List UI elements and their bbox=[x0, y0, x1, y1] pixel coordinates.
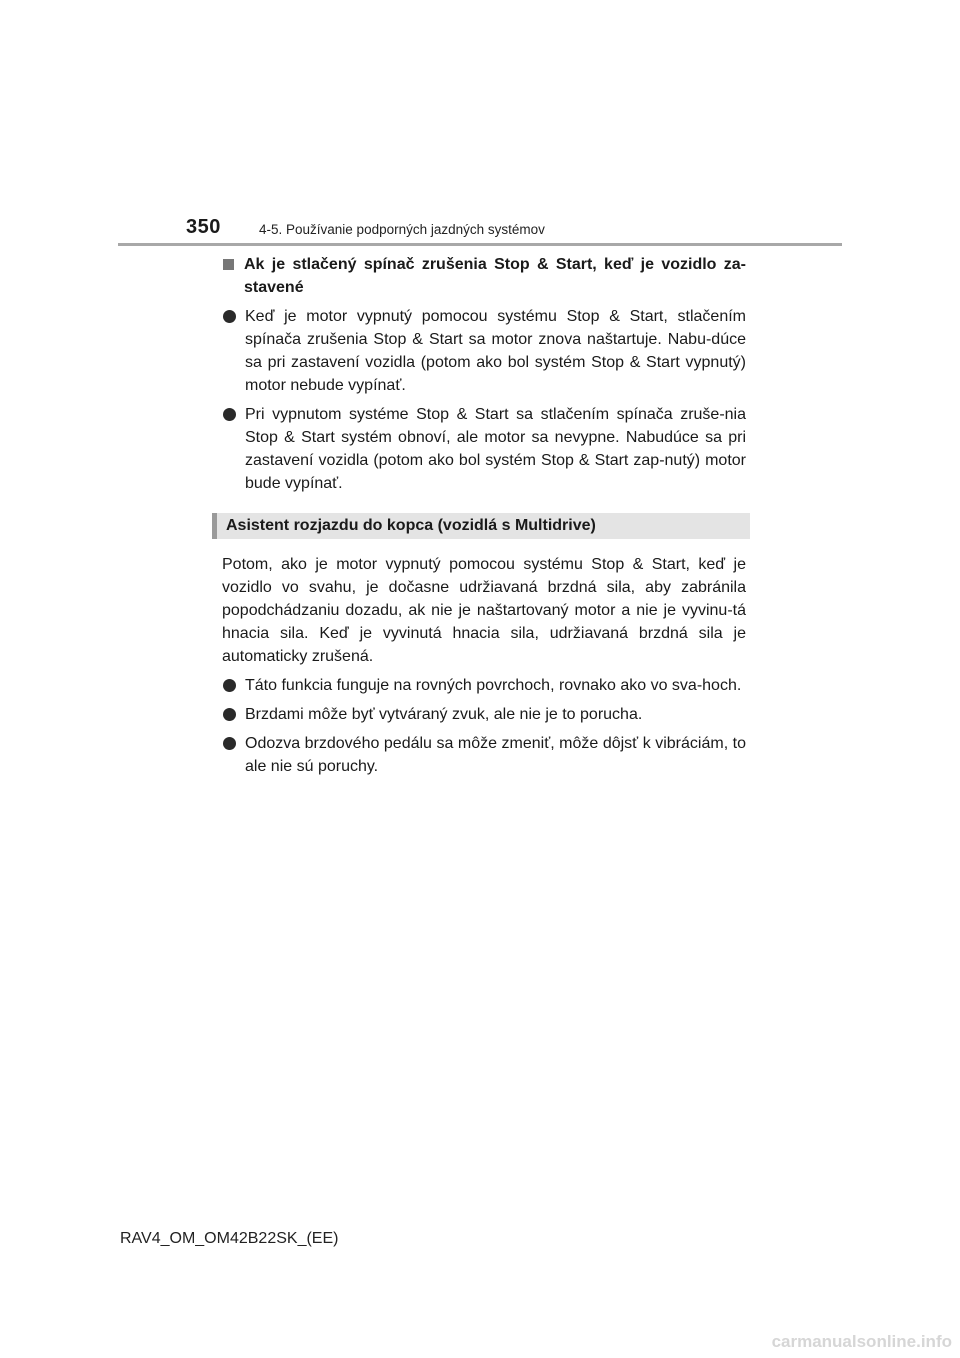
round-bullet-icon bbox=[223, 708, 236, 721]
section-title: 4-5. Používanie podporných jazdných systémov bbox=[259, 222, 545, 237]
round-bullet-icon bbox=[223, 310, 236, 323]
list-item bbox=[222, 674, 746, 697]
square-bullet-icon bbox=[223, 259, 234, 270]
document-code: RAV4_OM_OM42B22SK_(EE) bbox=[120, 1230, 339, 1247]
watermark: carmanualsonline.info bbox=[771, 1332, 952, 1351]
list-item-text: Odozva brzdového pedálu sa môže zmeniť, môže dôjsť k vibráciám, to ale nie sú poruchy. bbox=[245, 735, 746, 775]
heading-accent-bar bbox=[212, 513, 217, 539]
list-item-text: Pri vypnutom systéme Stop & Start sa stlačením spínača zruše-nia Stop & Start systém obnoví, ale motor sa nevypne. Nabudúce sa pri zastavení vozidla (potom ako bol systém Stop & Start zap-nutý) motor bude vypínať. bbox=[245, 406, 746, 492]
subheading-text: Ak je stlačený spínač zrušenia Stop & Start, keď je vozidlo za-stavené bbox=[244, 256, 746, 296]
subheading bbox=[222, 253, 746, 299]
page-number: 350 bbox=[186, 216, 221, 238]
list-item bbox=[222, 703, 746, 726]
list-item-text: Brzdami môže byť vytváraný zvuk, ale nie je to porucha. bbox=[245, 706, 643, 723]
list-item-text: Keď je motor vypnutý pomocou systému Stop & Start, stlačením spínača zrušenia Stop & Start sa motor znova naštartuje. Nabu-dúce sa pri zastavení vozidla (potom ako bol systém Stop & Start vypnutý) motor nebude vypínať. bbox=[245, 308, 746, 394]
section-heading bbox=[212, 513, 750, 539]
section-heading-text: Asistent rozjazdu do kopca (vozidlá s Multidrive) bbox=[226, 517, 596, 534]
body-paragraph: Potom, ako je motor vypnutý pomocou systému Stop & Start, keď je vozidlo vo svahu, je dočasne udržiavaná brzdná sila, aby zabránila popodchádzaniu dozadu, ak nie je naštartovaný motor a nie je vyvinu-tá hnacia sila. Keď je vyvinutá hnacia sila, udržiavaná brzdná sila je automaticky zrušená. bbox=[222, 556, 746, 665]
list-item-text: Táto funkcia funguje na rovných povrchoch, rovnako ako vo sva-hoch. bbox=[245, 677, 742, 694]
bullet-list bbox=[222, 305, 746, 495]
round-bullet-icon bbox=[223, 408, 236, 421]
list-item bbox=[222, 403, 746, 495]
header-divider bbox=[118, 243, 842, 246]
page-content bbox=[222, 253, 746, 784]
round-bullet-icon bbox=[223, 737, 236, 750]
list-item bbox=[222, 305, 746, 397]
list-item bbox=[222, 732, 746, 778]
round-bullet-icon bbox=[223, 679, 236, 692]
